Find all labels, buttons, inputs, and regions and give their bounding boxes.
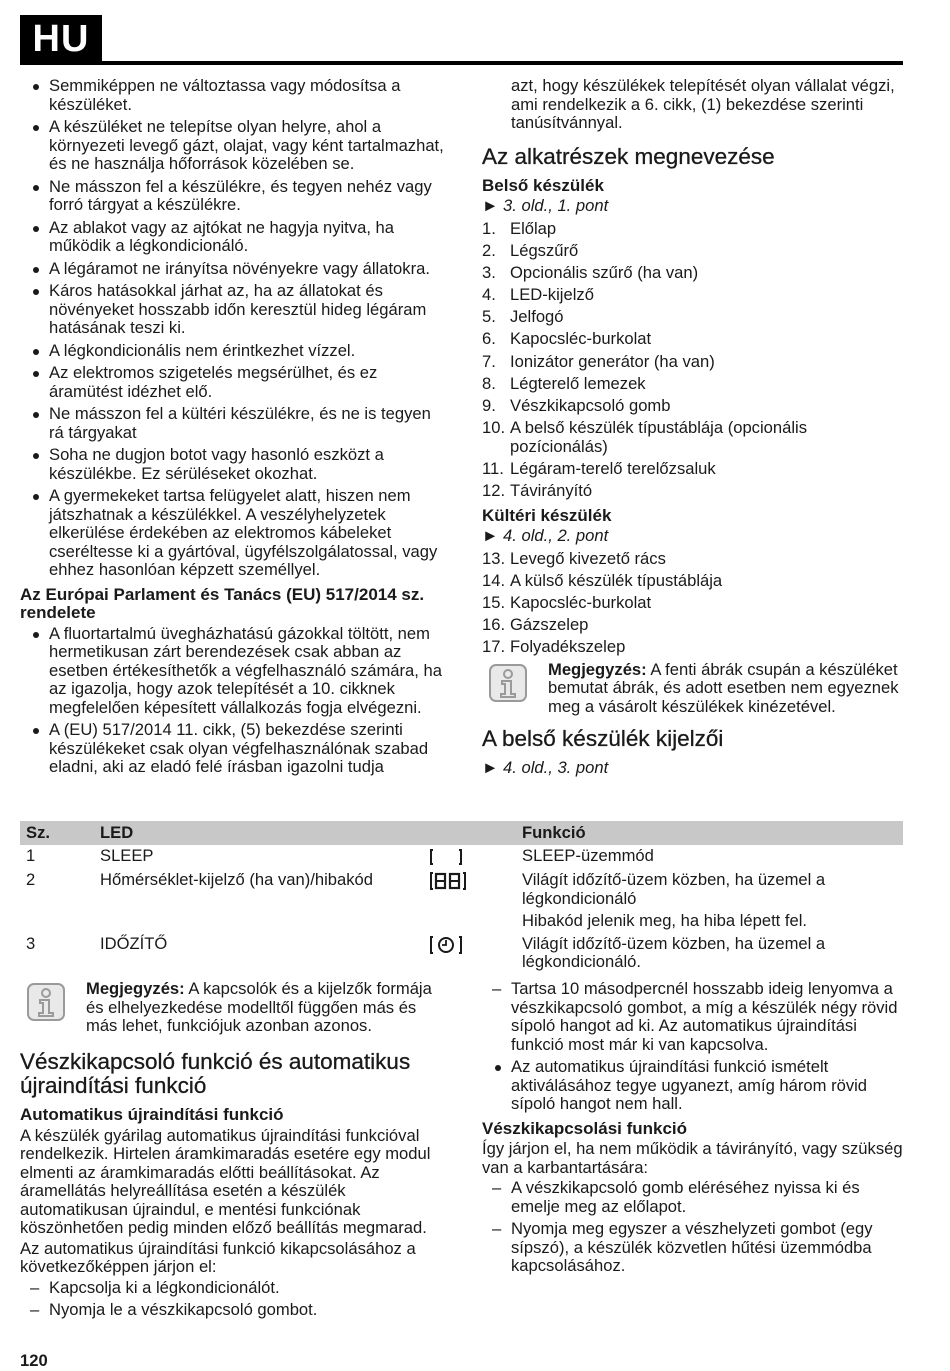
list-item: Soha ne dugjon botot vagy hasonló eszközt a készülékbe. Ez sérüléseket okozhat. <box>20 446 450 483</box>
list-item: 4. LED-kijelző <box>482 285 594 305</box>
list-item: 11. Légáram-terelő terelőzsaluk <box>482 458 716 478</box>
column-header-function: Funkció <box>516 821 903 845</box>
emergency-intro: Így járjon el, ha nem működik a távirányító, vagy szükség van a karbantartására: <box>482 1139 903 1177</box>
eu-regulation-heading: Az Európai Parlament és Tanács (EU) 517/2014 sz. rendelete <box>20 584 425 622</box>
list-item: 17. Folyadékszelep <box>482 637 626 657</box>
outdoor-unit-heading: Kültéri készülék <box>482 505 612 525</box>
eu-bullet-list <box>20 625 450 777</box>
digit-display-icon <box>430 871 466 891</box>
indoor-reference: ► 3. old., 1. pont <box>482 196 609 215</box>
right-column-top <box>482 77 907 781</box>
column-header-icon <box>430 821 516 845</box>
sleep-moon-icon <box>430 847 462 867</box>
language-tab: HU <box>20 15 102 63</box>
list-item: 3. Opcionális szűrő (ha van) <box>482 262 699 282</box>
row-function: Világít időzítő-üzem közben, ha üzemel a légkondicionáló <box>522 870 826 908</box>
led-table <box>20 821 903 974</box>
parts-section-title: Az alkatrészek megnevezése <box>482 143 775 169</box>
row-function: Világít időzítő-üzem közben, ha üzemel a légkondicionáló. <box>522 933 826 971</box>
table-row <box>20 845 903 869</box>
emergency-section-title: Vészkikapcsoló funkció és automatikus újraindítási funkció <box>20 1049 411 1098</box>
note-label: Megjegyzés: <box>548 659 647 679</box>
info-icon <box>26 982 66 1022</box>
list-item: Káros hatásokkal járhat az, ha az állatokat és növényeket hosszabb időn keresztül hideg légáram hatásának teszi ki. <box>20 282 450 338</box>
list-item: 5. Jelfogó <box>482 307 564 327</box>
display-section-title: A belső készülék kijelzői <box>482 725 724 751</box>
table-row <box>20 933 903 974</box>
list-item: 14. A külső készülék típustáblája <box>482 570 723 590</box>
table-header-row <box>20 821 903 845</box>
list-item: 1. Előlap <box>482 218 557 238</box>
indoor-unit-heading: Belső készülék <box>482 175 604 195</box>
safety-bullet-list <box>20 77 450 580</box>
list-item: 2. Légszűrő <box>482 240 579 260</box>
page-number: 120 <box>20 1351 48 1370</box>
list-item: 8. Légterelő lemezek <box>482 373 646 393</box>
auto-restart-disable-paragraph: Az automatikus újraindítási funkció kikapcsolásához a következőképpen járjon el: <box>20 1238 416 1276</box>
outdoor-parts-list <box>482 550 907 657</box>
list-item: 16. Gázszelep <box>482 615 589 635</box>
list-item: 10. A belső készülék típustáblája (opcionális pozícionálás) <box>482 418 808 456</box>
list-item: Ne másszon fel a kültéri készülékre, és ne is tegyen rá tárgyakat <box>20 405 450 442</box>
note-label: Megjegyzés: <box>86 979 185 998</box>
parts-note <box>482 661 907 717</box>
list-item: – Tartsa 10 másodpercnél hosszabb ideig lenyomva a vészkikapcsoló gombot, a míg a készülék négy rövid sípoló hangot ad ki. Az automatikus újraindítási funkció most már ki van kapcsolva. <box>482 980 907 1054</box>
list-item: Az automatikus újraindítási funkció ismételt aktiválásához tegye ugyanezt, amíg három rövid sípoló hangot nem hall. <box>482 1058 907 1114</box>
list-item: A gyermekeket tartsa felügyelet alatt, hiszen nem játszhatnak a készülékkel. A veszélyhelyzetek elkerülése érdekében az elektromos kábeleket cseréltesse ki a gyártóval, ügyfélszolgálatossal, vagy ehhez hasonlóan képzett személlyel. <box>20 487 450 580</box>
list-item: Semmiképpen ne változtassa vagy módosítsa a készüléket. <box>20 77 450 114</box>
note-text: A kapcsolók és a kijelzők formája és elhelyezkedése modelltől függően más és más lehet, funkciójuk azonban azonos. <box>86 979 432 1035</box>
list-item: 7. Ionizátor generátor (ha van) <box>482 351 715 371</box>
list-item: Ne másszon fel a készülékre, és tegyen nehéz vagy forró tárgyat a készülékre. <box>20 178 450 215</box>
emergency-steps-list <box>482 1179 907 1276</box>
indoor-parts-list <box>482 220 907 501</box>
row-number: 1 <box>26 846 36 865</box>
list-item: Az elektromos szigetelés megsérülhet, és ez áramütést idézhet elő. <box>20 364 450 401</box>
emergency-function-heading: Vészkikapcsolási funkció <box>482 1118 688 1138</box>
row-function: SLEEP-üzemmód <box>522 846 654 865</box>
row-number: 3 <box>26 933 36 953</box>
list-item: Az ablakot vagy az ajtókat ne hagyja nyitva, ha működik a légkondicionáló. <box>20 219 450 256</box>
outdoor-reference: ► 4. old., 2. pont <box>482 526 609 546</box>
list-item: 9. Vészkikapcsoló gomb <box>482 396 671 415</box>
display-reference: ► 4. old., 3. pont <box>482 757 609 777</box>
list-item: – Nyomja le a vészkikapcsoló gombot. <box>20 1301 450 1320</box>
list-item: – Nyomja meg egyszer a vészhelyzeti gombot (egy sípszó), a készülék közvetlen hűtési üzemmódba kapcsolásához. <box>482 1220 907 1276</box>
row-led: SLEEP <box>100 846 154 865</box>
note-text: A fenti ábrák csupán a készüléket bemutat ábrák, és adott esetben nem egyeznek meg a vásárolt készülékek kinézetével. <box>548 659 899 716</box>
list-item: A fluortartalmú üvegházhatású gázokkal töltött, nem hermetikusan zárt berendezések csak abban az esetben értékesíthetők a végfelhasználó számára, ha az igazolja, hogy azok telepítését a 10. cikknek megfelelően képesített vállalkozás fogja elvégezni. <box>20 625 450 718</box>
row-led: Hőmérséklet-kijelző (ha van)/hibakód <box>100 870 373 889</box>
info-icon <box>488 663 528 703</box>
header-rule <box>20 61 903 65</box>
table-row <box>20 869 903 933</box>
hold-step-list <box>482 980 907 1054</box>
list-item: 6. Kapocsléc-burkolat <box>482 329 652 349</box>
list-item: – Kapcsolja ki a légkondicionálót. <box>20 1279 450 1298</box>
timer-clock-icon <box>430 935 462 955</box>
auto-restart-heading: Automatikus újraindítási funkció <box>20 1105 284 1124</box>
row-function: Hibakód jelenik meg, ha hiba lépett fel. <box>522 911 808 930</box>
list-item: 15. Kapocsléc-burkolat <box>482 592 652 612</box>
list-item: A (EU) 517/2014 11. cikk, (5) bekezdése szerinti készülékeket csak olyan végfelhasználónak szabad eladni, aki az eladó felé írásban igazolni tudja <box>20 721 450 777</box>
list-item: 13. Levegő kivezető rács <box>482 548 666 568</box>
disable-steps-list <box>20 1279 450 1320</box>
row-number: 2 <box>26 870 36 889</box>
left-column-bottom <box>20 980 450 1324</box>
reactivate-bullet-list <box>482 1058 907 1114</box>
list-item: A légáramot ne irányítsa növényekre vagy állatokra. <box>20 260 450 279</box>
list-item: – A vészkikapcsoló gomb eléréséhez nyissa ki és emelje meg az előlapot. <box>482 1179 907 1216</box>
right-column-bottom <box>482 980 907 1280</box>
switch-note <box>20 980 450 1036</box>
left-column-top <box>20 77 450 781</box>
continuation-text: azt, hogy készülékek telepítését olyan vállalat végzi, ami rendelkezik a 6. cikk, (1) bekezdése szerinti tanúsítvánnyal. <box>511 76 895 132</box>
list-item: A légkondicionális nem érintkezhet vízzel. <box>20 342 450 361</box>
column-header-led: LED <box>94 821 430 845</box>
list-item: 12. Távirányító <box>482 481 593 501</box>
auto-restart-paragraph: A készülék gyárilag automatikus újraindítási funkcióval rendelkezik. Hirtelen áramkimaradás esetére egy modul elmenti az áramkimaradás előtti beállításokat. Az áramellátás helyreállítása esetén a készülék automatikusan újraindul, e mentési funkciónak köszönhetően pedig minden előző beállítás megmarad. <box>20 1125 431 1237</box>
column-header-number: Sz. <box>20 821 94 845</box>
list-item: A készüléket ne telepítse olyan helyre, ahol a környezeti levegő gázt, olajat, vagy ként tartalmazhat, és ne használja hőforrások közelében se. <box>20 118 450 174</box>
row-led: IDŐZÍTŐ <box>100 933 168 953</box>
